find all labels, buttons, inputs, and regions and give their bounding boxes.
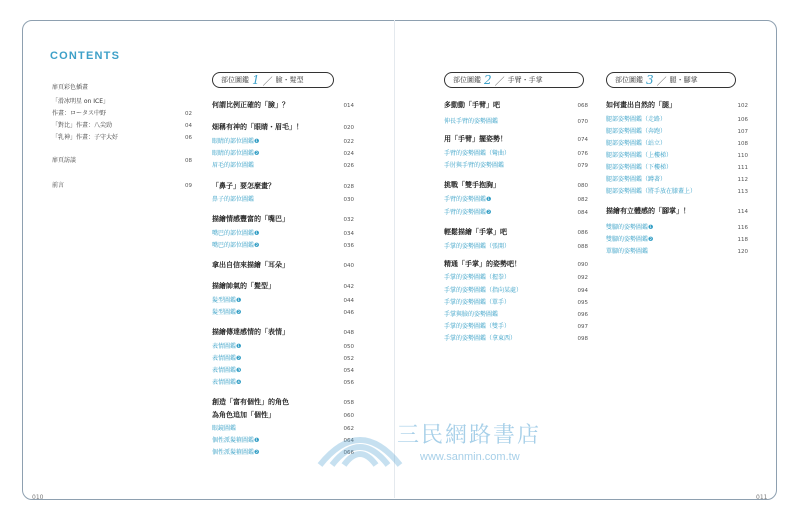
toc-entry bbox=[444, 100, 588, 110]
toc-entry-title: 表情圖鑑❹ bbox=[212, 379, 242, 386]
toc-entry-page: 066 bbox=[343, 450, 354, 456]
toc-entry-page: 020 bbox=[343, 125, 354, 131]
section-label-b: 腿・腳掌 bbox=[669, 76, 698, 84]
toc-entry bbox=[212, 295, 354, 304]
toc-entry bbox=[212, 327, 354, 337]
section-number: 2 bbox=[484, 73, 492, 87]
toc-entry-title: 髮型圖鑑❶ bbox=[212, 297, 242, 304]
toc-entry-title: 為角色追加「個性」 bbox=[212, 411, 275, 419]
section-label-b: 臉・髮型 bbox=[275, 76, 304, 84]
toc-entry bbox=[212, 228, 354, 237]
toc-entry-page: 052 bbox=[343, 356, 354, 362]
toc-entry-page: 086 bbox=[577, 230, 588, 236]
toc-entry-page: 116 bbox=[737, 225, 748, 231]
toc-entry-title: 「乳神」作畫：子守大好 bbox=[52, 134, 119, 141]
toc-entry-page: 080 bbox=[577, 183, 588, 189]
toc-entry-page: 088 bbox=[577, 244, 588, 250]
toc-entry bbox=[444, 227, 588, 237]
toc-entry-page: 098 bbox=[577, 336, 588, 342]
toc-entry-title: 表情圖鑑❶ bbox=[212, 343, 242, 350]
toc-entry bbox=[444, 134, 588, 144]
toc-entry bbox=[52, 96, 192, 105]
toc-entry bbox=[212, 148, 354, 157]
toc-entry bbox=[444, 194, 588, 203]
toc-entry-page: 04 bbox=[185, 123, 192, 129]
toc-entry-title: 腿部姿勢圖鑑（將手放在膝蓋上） bbox=[606, 188, 697, 195]
toc-entry-title: 眼睛的部位圖鑑❷ bbox=[212, 150, 260, 157]
toc-entry-page: 102 bbox=[737, 103, 748, 109]
toc-entry-title: 個性派髮箍圖鑑❶ bbox=[212, 437, 260, 444]
section-label-a: 部位圖鑑 bbox=[615, 76, 643, 84]
toc-entry bbox=[606, 126, 748, 135]
toc-entry-title: 單腳的姿勢圖鑑 bbox=[606, 248, 649, 255]
toc-entry-title: 鼻子的部位圖鑑 bbox=[212, 196, 255, 203]
toc-entry-title: 前言 bbox=[52, 182, 65, 189]
toc-entry-page: 024 bbox=[343, 151, 354, 157]
toc-entry-page: 062 bbox=[343, 426, 354, 432]
toc-entry-title: 手臂的姿勢圖鑑❶ bbox=[444, 196, 492, 203]
toc-entry bbox=[212, 281, 354, 291]
toc-entry-title: 雙腳的姿勢圖鑑❷ bbox=[606, 236, 654, 243]
toc-entry-page: 107 bbox=[737, 129, 748, 135]
toc-entry-title: 腿部姿勢圖鑑（蹲著） bbox=[606, 176, 667, 183]
toc-entry-page: 084 bbox=[577, 210, 588, 216]
toc-entry-page: 058 bbox=[343, 400, 354, 406]
toc-entry bbox=[444, 116, 588, 125]
toc-entry-page: 074 bbox=[577, 137, 588, 143]
toc-entry-title: 手掌的姿勢圖鑑（雙手） bbox=[444, 323, 511, 330]
toc-entry bbox=[606, 162, 748, 171]
toc-entry-page: 096 bbox=[577, 312, 588, 318]
toc-entry bbox=[212, 100, 354, 110]
toc-entry-page: 082 bbox=[577, 197, 588, 203]
toc-entry bbox=[52, 132, 192, 141]
toc-entry-page: 046 bbox=[343, 310, 354, 316]
toc-entry-page: 108 bbox=[737, 141, 748, 147]
toc-entry bbox=[444, 207, 588, 216]
folio-left: 010 bbox=[32, 494, 44, 501]
toc-entry-title: 精通「手掌」的姿勢吧！ bbox=[444, 260, 521, 268]
toc-entry-title: 「滑冰明星 on ICE」 bbox=[52, 98, 110, 105]
toc-entry bbox=[444, 285, 588, 294]
section-pill-2 bbox=[444, 72, 584, 88]
toc-entry-title: 雙腳的姿勢圖鑑❶ bbox=[606, 224, 654, 231]
toc-entry bbox=[606, 174, 748, 183]
toc-entry-title: 腿部姿勢圖鑑（奔跑） bbox=[606, 128, 667, 135]
toc-entry-title: 手臂的姿勢圖鑑（彎曲） bbox=[444, 150, 511, 157]
toc-entry bbox=[606, 114, 748, 123]
toc-entry bbox=[212, 240, 354, 249]
slash-divider: ／ bbox=[656, 76, 667, 88]
toc-entry bbox=[444, 259, 588, 269]
toc-entry-page: 097 bbox=[577, 324, 588, 330]
toc-entry bbox=[52, 82, 192, 91]
toc-entry bbox=[606, 234, 748, 243]
section-label-a: 部位圖鑑 bbox=[453, 76, 481, 84]
toc-entry-title: 表情圖鑑❷ bbox=[212, 355, 242, 362]
toc-entry-page: 113 bbox=[737, 189, 748, 195]
toc-entry-page: 02 bbox=[185, 111, 192, 117]
toc-entry bbox=[52, 120, 192, 129]
toc-entry-title: 何謂比例正確的「臉」？ bbox=[212, 101, 289, 109]
toc-entry-title: 腿部姿勢圖鑑（走路） bbox=[606, 116, 667, 123]
toc-entry-page: 022 bbox=[343, 139, 354, 145]
toc-entry-page: 034 bbox=[343, 231, 354, 237]
toc-entry-title: 描繪傳達感情的「表情」 bbox=[212, 328, 289, 336]
toc-entry-title: 描繪有立體感的「腳掌」！ bbox=[606, 207, 690, 215]
toc-entry bbox=[444, 309, 588, 318]
toc-entry-page: 050 bbox=[343, 344, 354, 350]
toc-entry-title: 手臂的姿勢圖鑑❷ bbox=[444, 209, 492, 216]
toc-entry bbox=[52, 108, 192, 117]
toc-entry-page: 040 bbox=[343, 263, 354, 269]
section-label-b: 手臂・手掌 bbox=[507, 76, 543, 84]
toc-entry-title: 髮型圖鑑❷ bbox=[212, 309, 242, 316]
toc-entry-title: 拿出自信來描繪「耳朵」 bbox=[212, 261, 289, 269]
section-number: 1 bbox=[252, 73, 260, 87]
toc-entry-title: 畑稱有神的「眼睛・眉毛」！ bbox=[212, 123, 303, 131]
slash-divider: ／ bbox=[262, 76, 273, 88]
toc-entry-title: 眼鏡圖鑑 bbox=[212, 425, 237, 432]
toc-entry bbox=[444, 160, 588, 169]
toc-entry-page: 114 bbox=[737, 209, 748, 215]
toc-entry-title: 嘴巴的部位圖鑑❷ bbox=[212, 242, 260, 249]
section-pill-3 bbox=[606, 72, 736, 88]
toc-entry-page: 110 bbox=[737, 153, 748, 159]
toc-entry-title: 描繪帥氣的「髮型」 bbox=[212, 282, 275, 290]
watermark-url: www.sanmin.com.tw bbox=[420, 451, 520, 463]
toc-entry-page: 120 bbox=[737, 249, 748, 255]
toc-entry-title: 作畫：ロータス中野 bbox=[52, 110, 107, 117]
toc-entry-title: 手肘與手臂的姿勢圖鑑 bbox=[444, 162, 505, 169]
toc-entry bbox=[212, 181, 354, 191]
toc-entry-title: 手掌的姿勢圖鑑（握拳） bbox=[444, 274, 511, 281]
toc-entry-page: 095 bbox=[577, 300, 588, 306]
toc-entry-title: 「對比」作畫：八尖勁 bbox=[52, 122, 113, 129]
toc-entry-title: 輕鬆描繪「手掌」吧 bbox=[444, 228, 507, 236]
toc-entry bbox=[52, 155, 192, 164]
slash-divider: ／ bbox=[494, 76, 505, 88]
toc-entry bbox=[606, 100, 748, 110]
toc-entry-title: 腿部姿勢圖鑑（上樓梯） bbox=[606, 152, 673, 159]
toc-entry-page: 032 bbox=[343, 217, 354, 223]
toc-entry-title: 眉毛的部位圖鑑 bbox=[212, 162, 255, 169]
toc-entry-title: 「鼻子」要怎麼畫？ bbox=[212, 182, 275, 190]
toc-entry bbox=[212, 160, 354, 169]
toc-entry-title: 描繪情感豐富的「嘴巴」 bbox=[212, 215, 289, 223]
toc-entry-title: 手掌的姿勢圖鑑（指向某處） bbox=[444, 287, 523, 294]
toc-entry-page: 054 bbox=[343, 368, 354, 374]
toc-entry bbox=[212, 365, 354, 374]
toc-entry bbox=[444, 272, 588, 281]
toc-entry-page: 014 bbox=[343, 103, 354, 109]
toc-entry-page: 092 bbox=[577, 275, 588, 281]
toc-entry-title: 個性派髮箍圖鑑❷ bbox=[212, 449, 260, 456]
toc-entry bbox=[212, 377, 354, 386]
toc-entry bbox=[444, 148, 588, 157]
toc-entry bbox=[212, 194, 354, 203]
toc-entry-page: 064 bbox=[343, 438, 354, 444]
toc-entry-page: 042 bbox=[343, 284, 354, 290]
toc-entry bbox=[212, 122, 354, 132]
toc-entry-title: 用「手臂」擺姿勢！ bbox=[444, 135, 507, 143]
section-label-a: 部位圖鑑 bbox=[221, 76, 249, 84]
toc-entry-page: 106 bbox=[737, 117, 748, 123]
toc-entry bbox=[212, 260, 354, 270]
toc-entry bbox=[444, 321, 588, 330]
toc-entry-page: 026 bbox=[343, 163, 354, 169]
folio-right: 011 bbox=[756, 494, 768, 501]
toc-entry bbox=[444, 297, 588, 306]
toc-entry-title: 眼睛的部位圖鑑❶ bbox=[212, 138, 260, 145]
toc-entry-title: 手掌的姿勢圖鑑（拿東西） bbox=[444, 335, 517, 342]
toc-entry-title: 創造「富有個性」的角色 bbox=[212, 398, 289, 406]
toc-entry bbox=[606, 222, 748, 231]
toc-entry-title: 手掌的姿勢圖鑑（單手） bbox=[444, 299, 511, 306]
toc-entry-page: 060 bbox=[343, 413, 354, 419]
toc-entry-title: 扉頁訪談 bbox=[52, 157, 77, 164]
toc-entry-title: 挑戰「雙手抱胸」 bbox=[444, 181, 500, 189]
toc-entry-page: 048 bbox=[343, 330, 354, 336]
toc-entry bbox=[606, 246, 748, 255]
toc-entry bbox=[212, 307, 354, 316]
toc-entry-title: 手掌與臉的姿勢圖鑑 bbox=[444, 311, 499, 318]
toc-entry-page: 08 bbox=[185, 158, 192, 164]
toc-entry bbox=[444, 241, 588, 250]
toc-entry-page: 044 bbox=[343, 298, 354, 304]
toc-entry-page: 076 bbox=[577, 151, 588, 157]
toc-entry-page: 030 bbox=[343, 197, 354, 203]
toc-entry-title: 多動動「手臂」吧 bbox=[444, 101, 500, 109]
toc-entry-page: 070 bbox=[577, 119, 588, 125]
toc-entry bbox=[444, 180, 588, 190]
toc-entry bbox=[606, 150, 748, 159]
toc-entry-page: 112 bbox=[737, 177, 748, 183]
toc-entry-title: 表情圖鑑❸ bbox=[212, 367, 242, 374]
toc-entry-title: 嘴巴的部位圖鑑❶ bbox=[212, 230, 260, 237]
toc-entry-page: 094 bbox=[577, 288, 588, 294]
toc-entry bbox=[444, 333, 588, 342]
toc-entry bbox=[212, 341, 354, 350]
toc-entry-page: 036 bbox=[343, 243, 354, 249]
toc-entry-title: 腿部姿勢圖鑑（下樓梯） bbox=[606, 164, 673, 171]
toc-entry-page: 118 bbox=[737, 237, 748, 243]
toc-entry bbox=[606, 206, 748, 216]
toc-entry-page: 09 bbox=[185, 183, 192, 189]
toc-entry bbox=[212, 353, 354, 362]
toc-entry-title: 伸長手臂的姿勢圖鑑 bbox=[444, 118, 499, 125]
toc-entry-title: 扉頁彩色插畫 bbox=[52, 84, 89, 91]
toc-entry bbox=[212, 136, 354, 145]
toc-entry-page: 090 bbox=[577, 262, 588, 268]
toc-entry bbox=[606, 186, 748, 195]
toc-entry bbox=[212, 214, 354, 224]
toc-entry-page: 06 bbox=[185, 135, 192, 141]
contents-title: CONTENTS bbox=[50, 50, 121, 62]
toc-entry-title: 手掌的姿勢圖鑑（張開） bbox=[444, 243, 511, 250]
toc-entry bbox=[52, 180, 192, 189]
section-pill-1 bbox=[212, 72, 334, 88]
watermark-name: 三民網路書店 bbox=[397, 423, 542, 448]
toc-entry-page: 111 bbox=[737, 165, 748, 171]
toc-entry-page: 028 bbox=[343, 184, 354, 190]
toc-entry-page: 056 bbox=[343, 380, 354, 386]
toc-entry-title: 腿部姿勢圖鑑（站立） bbox=[606, 140, 667, 147]
toc-entry-title: 如何畫出自然的「腿」 bbox=[606, 101, 676, 109]
toc-entry-page: 079 bbox=[577, 163, 588, 169]
toc-entry-page: 068 bbox=[577, 103, 588, 109]
toc-entry bbox=[606, 138, 748, 147]
section-number: 3 bbox=[646, 73, 654, 87]
